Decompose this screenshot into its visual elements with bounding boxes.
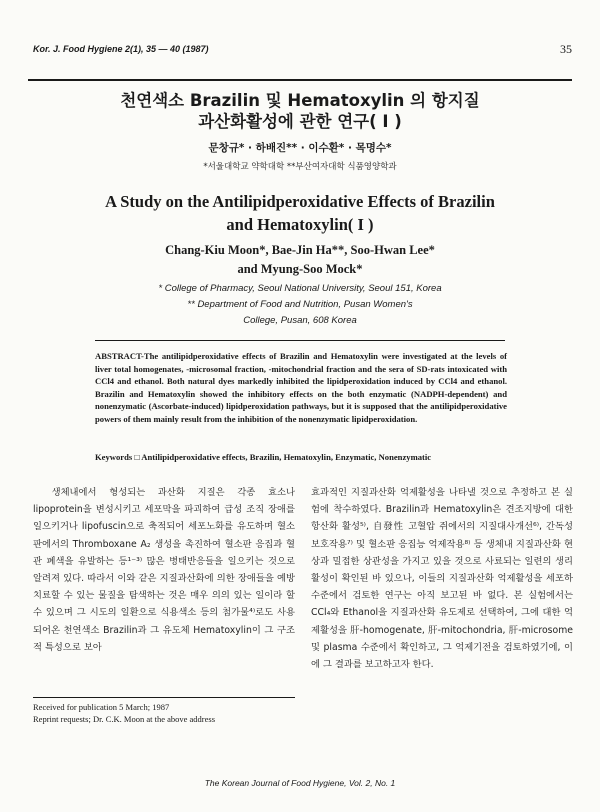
footnote-reprint: Reprint requests; Dr. C.K. Moon at the above address bbox=[33, 714, 216, 724]
abstract-rule bbox=[95, 340, 505, 341]
english-title bbox=[0, 190, 600, 236]
top-rule bbox=[28, 79, 572, 81]
footnote-rule bbox=[33, 697, 295, 698]
english-authors-line2: and Myung-Soo Mock* bbox=[237, 262, 363, 276]
footnote-received: Received for publication 5 March; 1987 bbox=[33, 702, 170, 712]
korean-title bbox=[0, 90, 600, 132]
journal-citation: Kor. J. Food Hygiene 2(1), 35 — 40 (1987) bbox=[33, 44, 209, 54]
english-authors bbox=[0, 241, 600, 279]
korean-title-line2: 과산화활성에 관한 연구( I ) bbox=[198, 112, 402, 131]
journal-footer: The Korean Journal of Food Hygiene, Vol. 2, No. 1 bbox=[204, 778, 396, 788]
page-number: 35 bbox=[560, 42, 572, 56]
english-affil-line1: * College of Pharmacy, Seoul National University, Seoul 151, Korea bbox=[158, 283, 442, 294]
english-affil-line3: College, Pusan, 608 Korea bbox=[243, 315, 357, 326]
english-authors-line1: Chang-Kiu Moon*, Bae-Jin Ha**, Soo-Hwan Lee* bbox=[165, 243, 435, 257]
abstract: ABSTRACT-The antilipidperoxidative effects of Brazilin and Hematoxylin were investigated at the levels of liver total homogenates, -microsomal fraction, -mitochondrial fraction and the sera of SD-rats intoxicated with CCl4 and ethanol. Both natural dyes markedly inhibited the lipidperoxidation induced by CCl4 and ethanol. Brazilin and Hematoxylin showed the inhibitory effects on the both enzymatic (NADPH-dependent) and nonenzymatic (Ascorbate-induced) lipidperoxidation pathways, but it is supposed that the antilipidperoxidative powers of them mainly result from the inhibition of the nonenzymatic lipidperoxidation. bbox=[95, 351, 507, 424]
korean-title-line1: 천연색소 Brazilin 및 Hematoxylin 의 항지질 bbox=[120, 91, 480, 110]
korean-authors: 문창규* · 하배진** · 이수환* · 목명수* bbox=[208, 142, 392, 154]
body-column-left: 생체내에서 형성되는 과산화 지질은 각종 효소나 lipoprotein을 변성시키고 세포막을 파괴하여 급성 조직 장애를 일으키거나 lipofuscin으로 축적되어 세포노화를 유도하며 혈소판에서의 Thromboxane A₂ 생성을 촉진하여 혈소판 응집과 혈관 폐색을 유발하는 등¹⁻³⁾ 많은 병태반응들을 일으키는 것으로 알려져 있다. 따라서 이와 같은 지질과산화에 의한 장애들을 예방 치료할 수 있는 물질을 탐색하는 것은 매우 의의 있는 일이라 할 수 있으며 그 시도의 일환으로 식용색소 등의 첨가물⁴⁾로도 사용되어온 천연색소 Brazilin과 그 유도체 Hematoxylin이 그 구조적 특성으로 보아 bbox=[33, 487, 295, 653]
footnote bbox=[33, 701, 215, 725]
body-column-right: 효과적인 지질과산화 억제활성을 나타낼 것으로 추정하고 본 실험에 착수하였다. Brazilin과 Hematoxylin은 견조지방에 대한 항산화 활성⁵⁾, 自發性 고혈압 쥐에서의 지질대사개선⁶⁾, 간독성 보호작용⁷⁾ 및 혈소판 응집능 억제작용⁸⁾ 등 생체내 지질과산화 현상과 밀접한 상관성을 가지고 있을 것으로 사료되는 일련의 생리활성이 확인된 바 있으나, 이들의 지질과산화 억제활성을 세포하 수준에서 검토한 연구는 아직 보고된 바 없다. 본 실험에서는 CCl₄와 Ethanol을 지질과산화 유도제로 선택하여, 그에 대한 억제활성을 肝-homogenate, 肝-mitochondria, 肝-microsome 및 plasma 수준에서 확인하고, 그 억제기전을 검토하였기에, 이에 그 결과를 보고하고자 한다. bbox=[311, 487, 573, 671]
english-affiliation bbox=[0, 281, 600, 329]
english-title-line2: and Hematoxylin( I ) bbox=[226, 215, 374, 234]
keywords: Keywords □ Antilipidperoxidative effects, Brazilin, Hematoxylin, Enzymatic, Nonenzymatic bbox=[95, 452, 432, 462]
english-title-line1: A Study on the Antilipidperoxidative Effects of Brazilin bbox=[105, 192, 495, 211]
english-affil-line2: ** Department of Food and Nutrition, Pusan Women's bbox=[187, 299, 413, 310]
korean-affiliation: *서울대학교 약학대학 **부산여자대학 식품영양학과 bbox=[203, 162, 397, 172]
